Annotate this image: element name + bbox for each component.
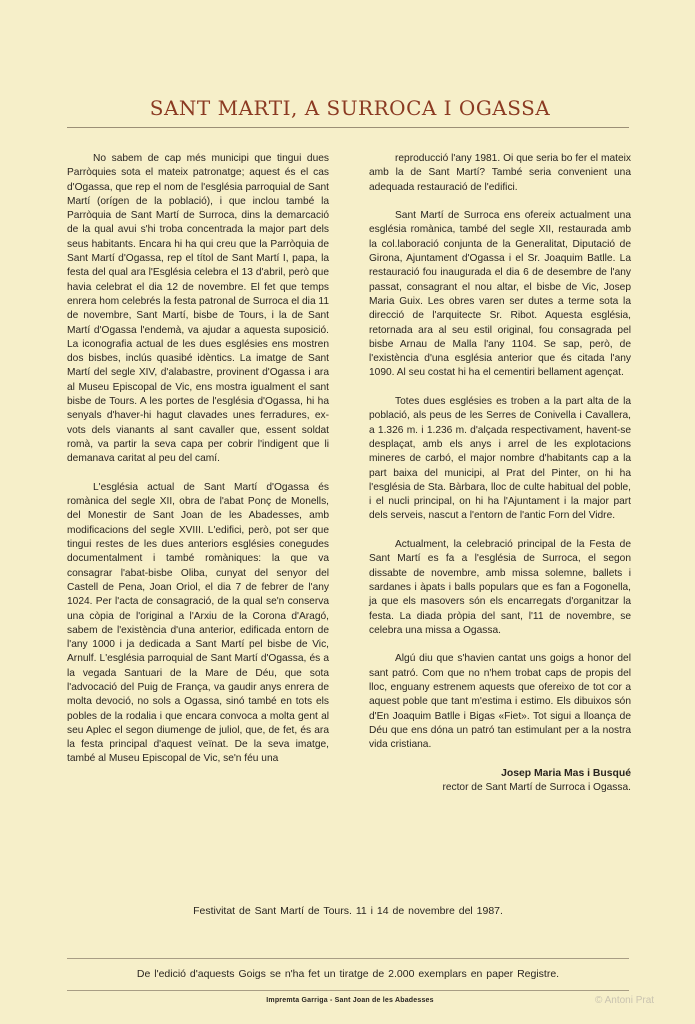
- printer-credit: Impremta Garriga - Sant Joan de les Abadesses: [266, 997, 434, 1004]
- paragraph: Totes dues esglésies es troben a la part alta de la població, als peus de les Serres de Conivella i Cavallera, a 1.326 m. i 1.236 m. d'alçada respectivament, havent-se desplaçat, amb els anys i arrel de les explotacions mineres de carbó, el major nombre d'habitants cap a la part baixa del municipi, al Prat del Pinter, on hi ha l'església de Sta. Bàrbara, lloc de culte habitual del poble, i el nucli principal, on hi ha l'Ajuntament i la major part dels serveis, nascut a l'entorn de l'antic Forn del Vidre.: [369, 396, 631, 522]
- paragraph: Sant Martí de Surroca ens ofereix actualment una església romànica, també del segle XII, restaurada amb la col.laboració conjunta de la Generalitat, Diputació de Girona, Ajuntament d'Ogassa i el Sr. Joaquim Batlle. La restauració fou inaugurada el dia 6 de desembre de l'any passat, consagrant el nou altar, el bisbe de Vic, Josep Maria Guix. Les obres varen ser dutes a terme sota la direcció de l'arquitecte Sr. Ribot. Aquesta església, retornada ara al seu estil original, fou consagrada pel bisbe Arnau de Malla l'any 1104. Se sap, però, de l'existència d'una església anterior que és citada l'any 1090. Al seu costat hi ha el cementiri bellament agençat.: [369, 210, 631, 379]
- title-divider: [67, 127, 629, 128]
- paragraph: reproducció l'any 1981. Oi que seria bo fer el mateix amb la de Sant Martí? També seria convenient una adequada restauració de l'edifici.: [369, 153, 631, 193]
- footer-divider-bottom: [67, 990, 629, 991]
- signature-block: [369, 767, 631, 796]
- author-role: rector de Sant Martí de Surroca i Ogassa.: [442, 782, 631, 794]
- paragraph: Algú diu que s'havien cantat uns goigs a honor del sant patró. Com que no n'hem trobat caps de propis del lloc, enguany estrenem aquests que ofereixo de tot cor a aquest poble que tant m'estima i estimo. Els dibuixos són d'En Joaquim Batlle i Bigas «Fiet». Tot sigui a lloança de Déu que ens dóna un patró tan estimulant per a la nostra vida cristiana.: [369, 653, 631, 751]
- author-name: Josep Maria Mas i Busqué: [501, 767, 631, 779]
- paragraph: No sabem de cap més municipi que tingui dues Parròquies sota el mateix patronatge; aquest és el cas d'Ogassa, que rep el nom de l'església parroquial de Sant Martí (orígen de la població), i que inclou també la Parròquia de Sant Martí de Surroca, dins la demarcació de la qual avui s'hi troba concentrada la major part dels seus habitants. Encara hi ha qui creu que la Parròquia de Sant Martí d'Ogassa, rep el títol de Sant Martí I, papa, la festa del qual ara l'Església celebra el 13 d'abril, però que havia celebrat el dia 12 de novembre. El fet que temps enrera hom celebrés la festa patronal de Surroca el dia 11 de novembre, Sant Martí, bisbe de Tours, i la de Sant Martí d'Ogassa l'endemà, va ajudar a aquesta suposició. La iconografia actual de les dues esglésies ens mostren dos bisbes, inclús quasibé idèntics. La imatge de Sant Martí del segle XIV, d'alabastre, provinent d'Ogassa i ara al Museu Episcopal de Vic, ens mostra igualment el sant bisbe de Tours. A les portes de l'església d'Ogassa, hi ha senyals d'haver-hi hagut clavades unes ferradures, ex-vots dels vianants al sant cavaller que, essent soldat romà, va partir la seva capa per cobrir l'indigent que li demanava caritat al peu del camí.: [67, 153, 330, 465]
- paragraph: L'església actual de Sant Martí d'Ogassa és romànica del segle XII, obra de l'abat Ponç de Monells, del Monestir de Sant Joan de les Abadesses, amb modificacions del segle XVIII. L'edifici, però, pot ser que tingui restes de les dues anteriors esglésies conegudes documentalment i també romàniques: la que va consagrar l'abat-bisbe Oliba, cunyat del senyor del Castell de Pena, Joan Oriol, el dia 7 de febrer de l'any 1024. Per l'acta de consagració, de la qual se'n conserva una còpia de l'original a l'Arxiu de la Corona d'Aragó, sabem de l'existència d'una anterior, edificada entorn de l'any 1000 i ja dedicada a Sant Martí pel bisbe de Vic, Arnulf. L'església parroquial de Sant Martí d'Ogassa, és a la vegada Santuari de la Mare de Déu, que sota l'advocació del Puig de França, va gaudir anys enrera de molta devoció, no sols a Ogassa, sinó també en tots els pobles de la rodalia i que encara convoca a molta gent al seu Aplec el segon diumenge de juliol, que, de fet, és ara la festa principal d'aquest veïnat. De la seva imatge, també al Museu Episcopal de Vic, se'n féu una: [67, 481, 329, 765]
- festivity-line: Festivitat de Sant Martí de Tours. 11 i 14 de novembre del 1987.: [193, 905, 503, 917]
- paragraph: Actualment, la celebració principal de la Festa de Sant Martí es fa a l'església de Surroca, el segon dissabte de novembre, amb missa solemne, ballets i sardanes i àpats i balls populars que es fan a Fogonella, ja que els masovers són els encarregats d'organitzar la festa. La diada pròpia del sant, l'11 de novembre, se celebra una missa a Ogassa.: [369, 539, 631, 636]
- page-title: SANT MARTI, A SURROCA I OGASSA: [149, 96, 551, 120]
- right-column: [369, 152, 631, 795]
- watermark: © Antoni Prat: [595, 995, 655, 1006]
- footer-divider-top: [67, 958, 629, 959]
- left-column: [67, 152, 329, 781]
- edition-note: De l'edició d'aquests Goigs se n'ha fet un tiratge de 2.000 exemplars en paper Registre.: [136, 968, 560, 980]
